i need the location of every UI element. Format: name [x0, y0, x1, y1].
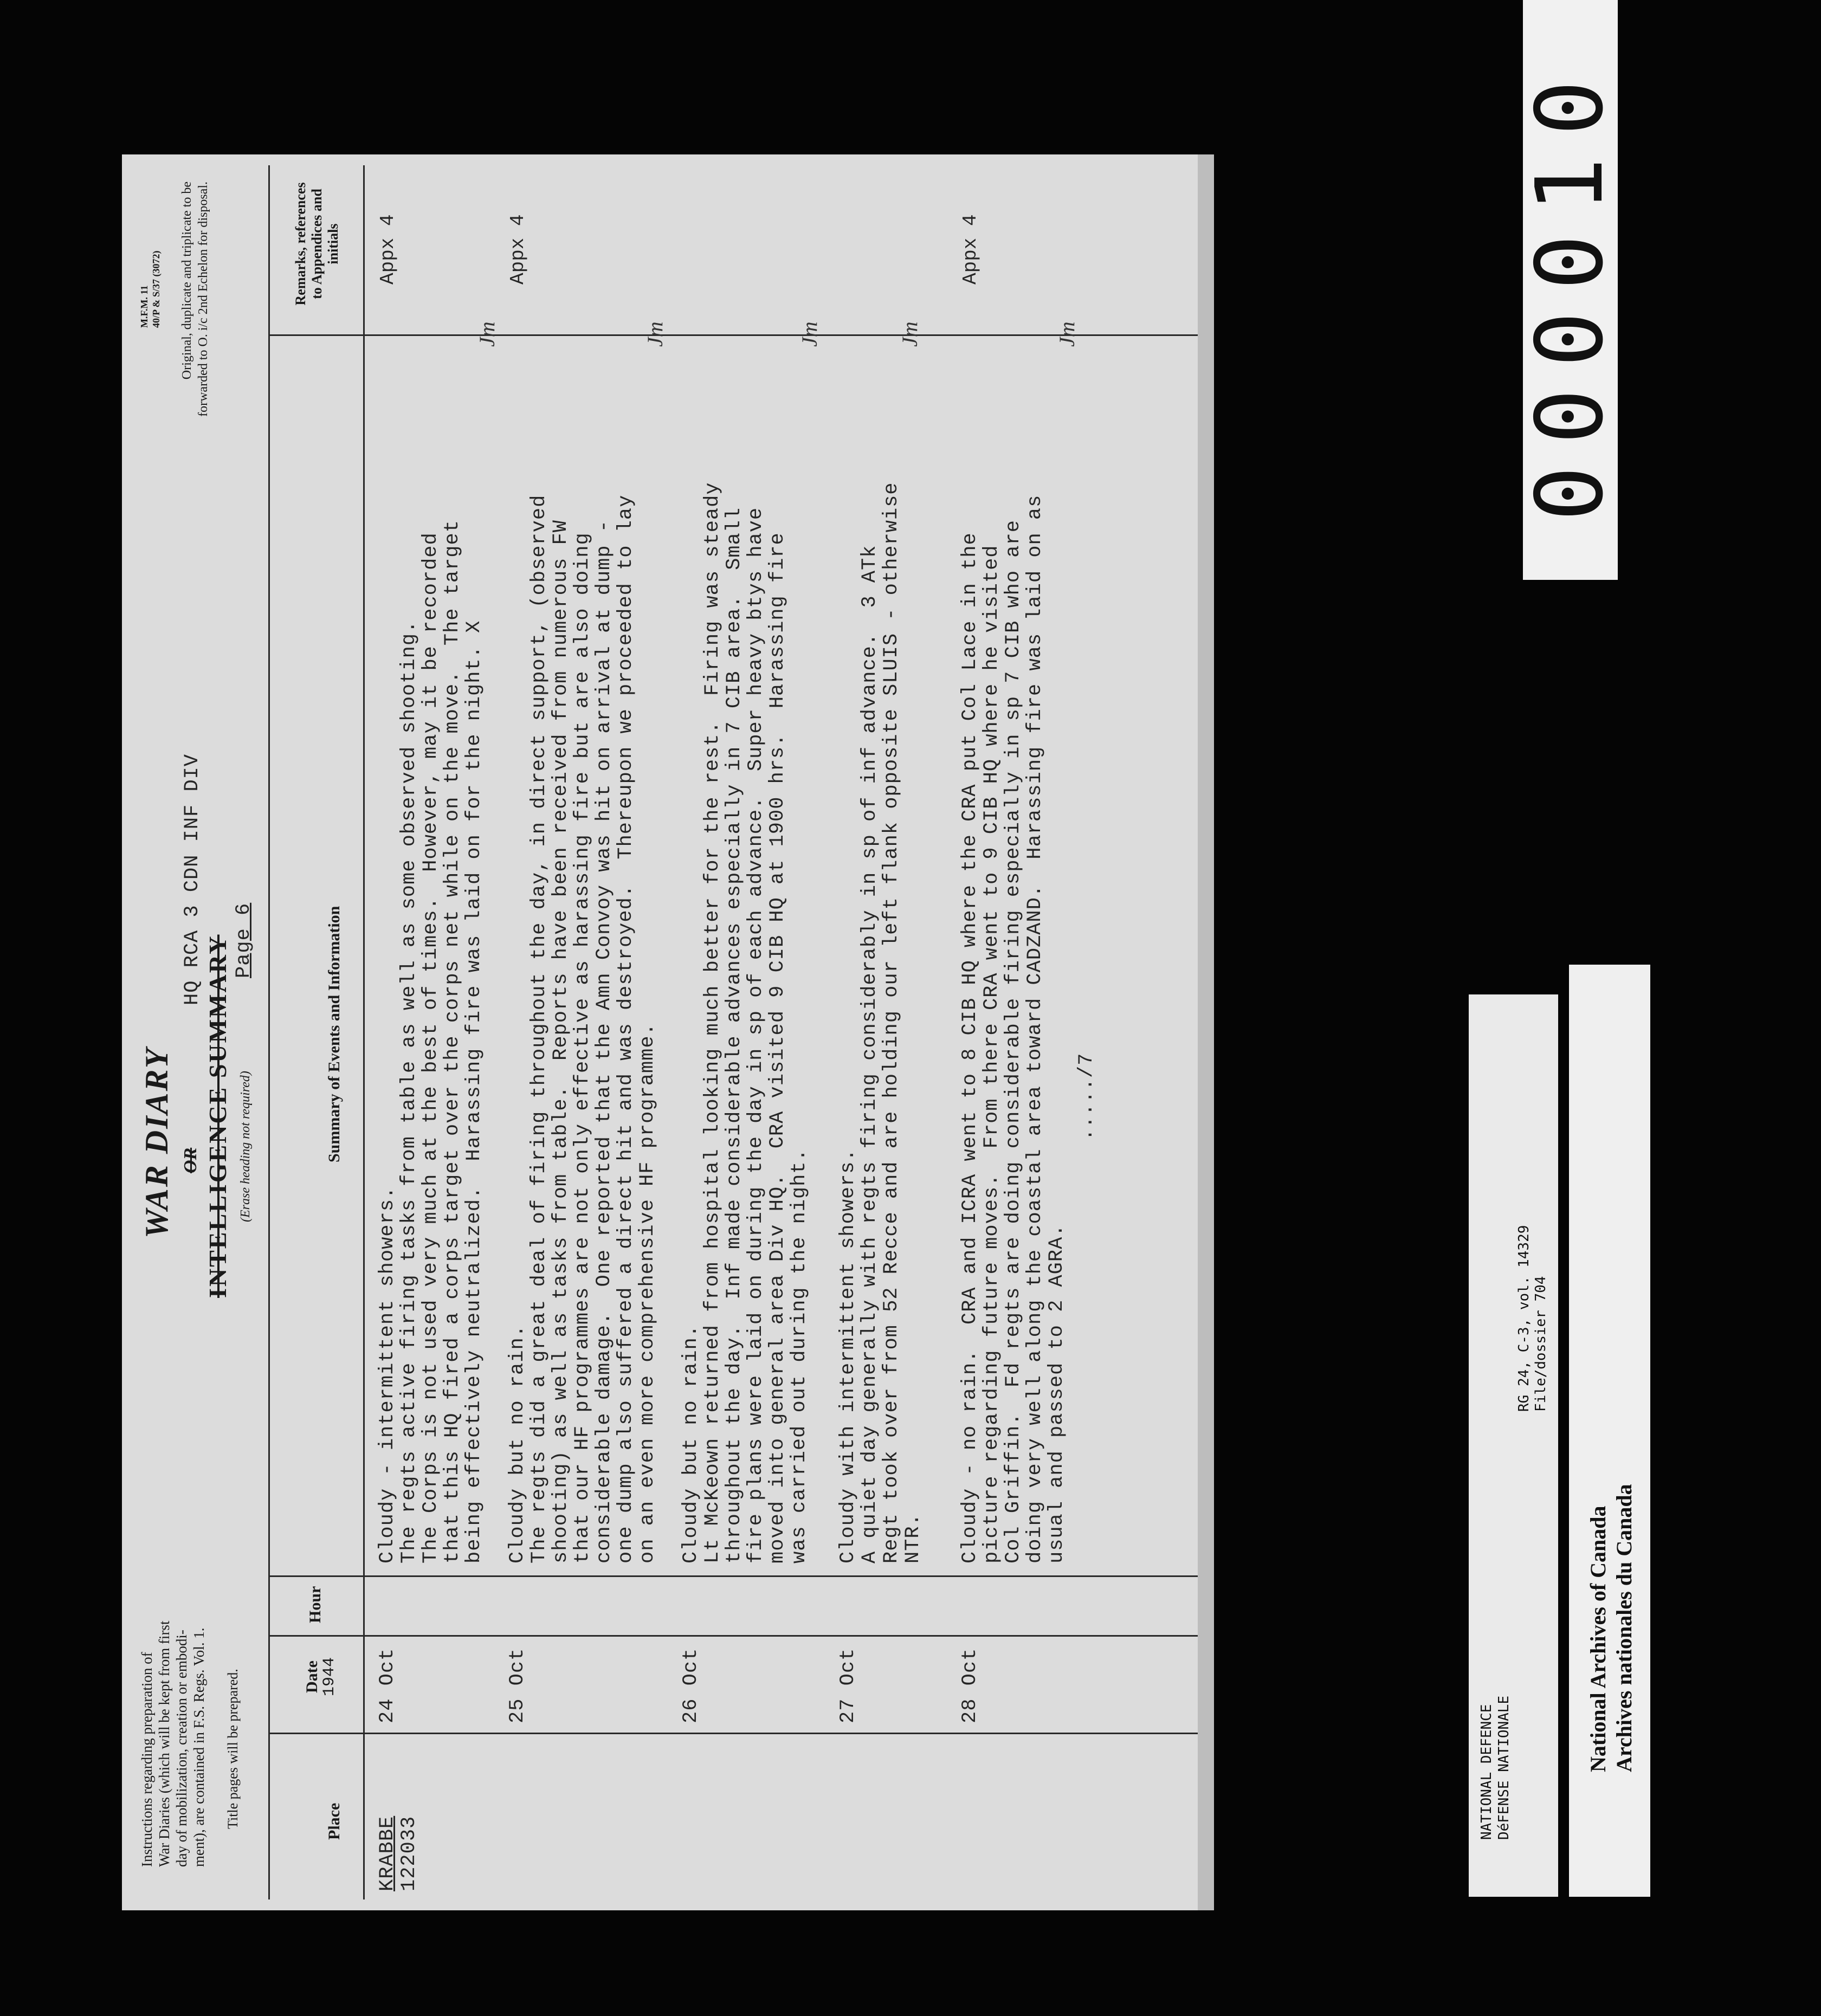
remark-28-oct: Appx 4: [959, 214, 981, 285]
national-archives-label: [1569, 965, 1650, 1897]
archive-line-english: National Archives of Canada: [1586, 1505, 1610, 1772]
war-diary-sheet: [122, 154, 1214, 1910]
frame-number: 000010: [1516, 58, 1624, 522]
reference-line-2: DéFENSE NATIONALE: [1496, 1695, 1512, 1840]
entry-26-oct-text: Cloudy but no rain. Lt McKeown returned from hospital looking much better for the rest. Firing was steady throughout the day. Inf made considerable advances especially in 7 CIB area. Small fire plans were laid on during the day in sp of each advance. Super heavy btys have moved into general area Div HQ. CRA visited 9 CIB HQ at 1900 hrs. Harassing fire was carried out during the night.: [680, 482, 811, 1563]
title-pages-note: Title pages will be prepared.: [225, 1669, 241, 1829]
or-text: OR: [180, 1147, 201, 1173]
reference-line-4: File/dossier 704: [1533, 1276, 1549, 1412]
column-header-hour: Hour: [306, 1586, 324, 1623]
page-number: Page 6: [233, 902, 255, 978]
disposal-note: Original, duplicate and triplicate to be forwarded to O. i/c 2nd Echelon for disposal.: [180, 182, 210, 417]
column-header-place: Place: [325, 1802, 343, 1840]
column-header-date: Date 1944: [303, 1657, 339, 1696]
erase-note: (Erase heading not required): [238, 1071, 253, 1222]
entry-24-oct-text: Cloudy - intermittent showers. The regts active firing tasks from table as well as some observed shooting. The Corps is not used very much at the best of times. However, may it be recorded that this HQ fired a corps target over the corps net while on the move. The target being effectively neutralized. Harassing fire was laid on for the night. X: [376, 520, 486, 1563]
remark-24-oct: Appx 4: [377, 214, 399, 285]
place-cell: KRABBE 122033: [376, 1815, 421, 1891]
column-header-remarks: Remarks, references to Appendices and initials: [293, 182, 341, 306]
diary-title: WAR DIARY: [139, 1046, 175, 1238]
archive-line-french: Archives nationales du Canada: [1612, 1484, 1636, 1772]
frame-number-stamp: [1516, 0, 1624, 580]
remark-25-oct: Appx 4: [507, 214, 529, 285]
initials-28-oct: Jm: [1055, 321, 1079, 347]
entry-date-25-oct: 25 Oct: [506, 1647, 529, 1723]
table-header-top-rule: [268, 165, 270, 1899]
initials-25-oct: Jm: [643, 321, 667, 347]
entry-date-24-oct: 24 Oct: [376, 1647, 399, 1723]
entry-date-27-oct: 27 Oct: [837, 1647, 860, 1723]
entry-date-26-oct: 26 Oct: [680, 1647, 702, 1723]
column-header-summary: Summary of Events and Information: [325, 906, 343, 1162]
intelligence-summary: INTELLIGENCE SUMMARY: [204, 934, 231, 1298]
sheet-footer-band: [1198, 154, 1214, 1910]
reference-line-1: NATIONAL DEFENCE: [1478, 1704, 1495, 1840]
initials-27-oct: Jm: [897, 321, 922, 347]
column-divider-place: [268, 1733, 1214, 1734]
form-number: M.F.M. 11 40/P & S/37 (3072): [139, 250, 162, 328]
entry-28-oct-text: Cloudy - no rain. CRA and ICRA went to 8 CIB HQ where the CRA put Col Lace in the picture regarding future moves. From there CRA went to 9 CIB HQ where he visited Col Griffin. Fd regts are doing considerable firing especially in sp 7 CIB who are doing very well along the coastal area toward CADZAND. Harassing fire was laid on as usual and passed to 2 AGRA.: [959, 494, 1068, 1563]
entry-date-28-oct: 28 Oct: [959, 1647, 981, 1723]
column-divider-date: [268, 1635, 1214, 1637]
reference-label: [1469, 994, 1558, 1897]
table-header-bottom-rule: [363, 165, 365, 1899]
initials-24-oct: Jm: [475, 321, 499, 347]
unit-name: HQ RCA 3 CDN INF DIV: [181, 753, 204, 1005]
column-divider-hour: [268, 1575, 1214, 1577]
initials-26-oct: Jm: [797, 321, 822, 347]
entry-25-oct-text: Cloudy but no rain. The regts did a great deal of firing throughout the day, in direct support, (observed shooting) as well as tasks from table. Reports have been received from numerous FW that our HF programmes are not only effective as harassing fire but are also doing considerable damage. One reported that the Amn Convoy was hit on arrival at dump - one dump also suffered a direct hit and was destroyed. Thereupon we proceeded to lay on an even more comprehensive HF programme.: [506, 494, 659, 1563]
continuation-mark: ...../7: [1075, 1052, 1098, 1141]
reference-line-3: RG 24, C-3, vol. 14329: [1516, 1225, 1532, 1412]
instructions-text: Instructions regarding preparation of War Diaries (which will be kept from first day of mobilization, creation or embodi- ment), are contained in F.S. Regs. Vol. 1.: [139, 1620, 207, 1867]
entry-27-oct-text: Cloudy with intermittent showers. A quiet day generally with regts firing considerably in sp of inf advance. 3 ATk Regt took over from 52 Recce and are holding our left flank opposite SLUIS - otherwise NTR.: [837, 482, 925, 1563]
